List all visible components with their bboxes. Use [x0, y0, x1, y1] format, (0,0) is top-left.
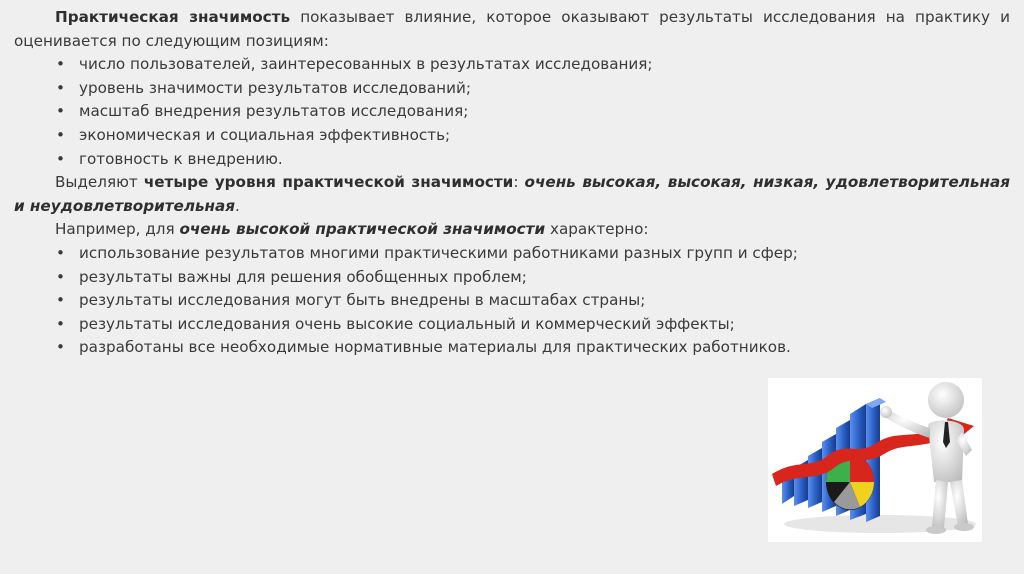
example-paragraph: [14, 218, 1010, 242]
list-item: • готовность к внедрению.: [14, 148, 1010, 172]
levels-term: четыре уровня практической значимости: [143, 173, 514, 192]
list-item: • использование результатов многими практическими работниками разных групп и сфер;: [14, 242, 1010, 266]
example-term: очень высокой практической значимости: [179, 220, 546, 239]
person-figure: [880, 382, 974, 534]
positions-list: [14, 53, 1010, 171]
example-prefix: Например, для: [55, 220, 180, 239]
intro-paragraph: [14, 6, 1010, 53]
slide-content: [14, 6, 1010, 360]
list-item: • результаты исследования могут быть внедрены в масштабах страны;: [14, 289, 1010, 313]
example-list: [14, 242, 1010, 360]
list-item: • уровень значимости результатов исследований;: [14, 77, 1010, 101]
person-with-growth-chart-icon: [768, 378, 982, 542]
list-item: • масштаб внедрения результатов исследования;: [14, 100, 1010, 124]
list-item: • экономическая и социальная эффективность;: [14, 124, 1010, 148]
intro-text: показывает влияние, которое оказывают результаты исследования на практику и оценивается по следующим позициям:: [14, 8, 1010, 50]
levels-list: очень высокая, высокая, низкая, удовлетворительная и неудовлетворительная: [14, 173, 1011, 215]
list-item: • разработаны все необходимые нормативные материалы для практических работников.: [14, 336, 1010, 360]
list-item: • результаты исследования очень высокие социальный и коммерческий эффекты;: [14, 313, 1010, 337]
levels-colon: :: [513, 173, 525, 192]
levels-end: .: [235, 196, 240, 215]
example-suffix: характерно:: [545, 220, 649, 239]
list-item: • число пользователей, заинтересованных в результатах исследования;: [14, 53, 1010, 77]
list-item: • результаты важны для решения обобщенных проблем;: [14, 266, 1010, 290]
levels-paragraph: [14, 171, 1010, 218]
levels-prefix: Выделяют: [55, 173, 144, 192]
intro-term: Практическая значимость: [55, 8, 291, 26]
